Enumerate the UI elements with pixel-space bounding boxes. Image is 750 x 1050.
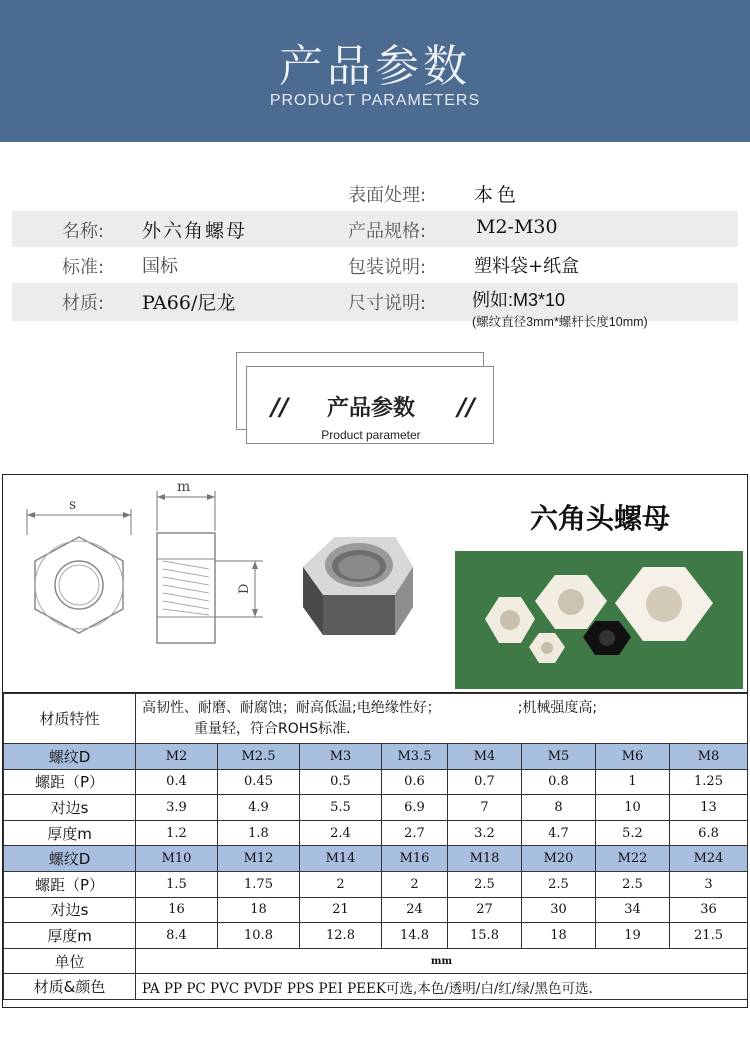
- thick-label: 厚度m: [4, 923, 136, 949]
- thick-cell: 2.7: [382, 820, 448, 846]
- size-note: (螺纹直径3mm*螺杆长度10mm): [472, 315, 648, 329]
- spec-value: M2-M30: [476, 216, 558, 238]
- table-row: [4, 923, 748, 949]
- size-cell: M12: [218, 846, 300, 872]
- hex-side-view: [143, 475, 273, 685]
- standard-value: 国标: [142, 256, 178, 277]
- material-props-cell: [136, 694, 748, 744]
- size-cell: M14: [300, 846, 382, 872]
- pitch-cell: 1.25: [670, 769, 748, 795]
- material-props-row: [4, 694, 748, 744]
- size-cell: M6: [596, 744, 670, 770]
- material-color-label: 材质&颜色: [4, 974, 136, 1000]
- flat-cell: 24: [382, 897, 448, 923]
- thick-cell: 5.2: [596, 820, 670, 846]
- table-row: [4, 871, 748, 897]
- pitch-cell: 0.4: [136, 769, 218, 795]
- size-cell: M5: [522, 744, 596, 770]
- table-row: [4, 744, 748, 770]
- photo-nuts-illustration: [455, 551, 743, 689]
- spec-frame: [2, 474, 748, 1008]
- thick-cell: 6.8: [670, 820, 748, 846]
- thick-cell: 4.7: [522, 820, 596, 846]
- slash-left: //: [271, 393, 289, 421]
- size-cell: M4: [448, 744, 522, 770]
- size-cell: M8: [670, 744, 748, 770]
- label-s: s: [69, 497, 77, 513]
- pitch-cell: 0.6: [382, 769, 448, 795]
- spec-table: [3, 693, 748, 1000]
- thick-cell: 19: [596, 923, 670, 949]
- material-color-value: PA PP PC PVC PVDF PPS PEI PEEK可选,本色/透明/白/红/绿/黑色可选.: [136, 974, 748, 1000]
- flat-cell: 10: [596, 795, 670, 821]
- flat-cell: 5.5: [300, 795, 382, 821]
- section-subtitle: Product parameter: [321, 428, 421, 442]
- pitch-cell: 3: [670, 871, 748, 897]
- surface-value: 本色: [474, 184, 521, 206]
- pitch-cell: 2: [382, 871, 448, 897]
- table-row: [4, 897, 748, 923]
- size-value: 例如:M3*10: [472, 290, 566, 310]
- flat-cell: 7: [448, 795, 522, 821]
- thick-cell: 8.4: [136, 923, 218, 949]
- thick-cell: 1.2: [136, 820, 218, 846]
- size-cell: M22: [596, 846, 670, 872]
- thick-label: 厚度m: [4, 820, 136, 846]
- product-photo: [455, 551, 743, 689]
- pitch-cell: 2.5: [522, 871, 596, 897]
- pitch-cell: 2.5: [596, 871, 670, 897]
- table-row: [4, 795, 748, 821]
- pitch-cell: 2.5: [448, 871, 522, 897]
- material-color-row: [4, 974, 748, 1000]
- material-props-label: 材质特性: [4, 694, 136, 744]
- size-label: 尺寸说明:: [348, 293, 427, 314]
- standard-label: 标准:: [62, 257, 105, 278]
- thick-cell: 12.8: [300, 923, 382, 949]
- header-banner: [0, 0, 750, 142]
- section-title: 产品参数: [326, 396, 415, 421]
- spec-label: 产品规格:: [348, 221, 427, 242]
- table-row: [4, 820, 748, 846]
- flat-cell: 36: [670, 897, 748, 923]
- unit-value: mm: [136, 948, 748, 974]
- page-subtitle: PRODUCT PARAMETERS: [269, 92, 481, 109]
- flat-cell: 13: [670, 795, 748, 821]
- flat-cell: 27: [448, 897, 522, 923]
- pitch-cell: 1.5: [136, 871, 218, 897]
- pitch-cell: 2: [300, 871, 382, 897]
- info-row-surface: [12, 175, 738, 211]
- name-label: 名称:: [62, 221, 105, 242]
- material-props-line2: 重量轻，符合ROHS标准.: [194, 720, 351, 737]
- page-title: 产品参数: [279, 41, 471, 92]
- pitch-cell: 0.8: [522, 769, 596, 795]
- flat-cell: 8: [522, 795, 596, 821]
- size-cell: M24: [670, 846, 748, 872]
- flat-label: 对边s: [4, 897, 136, 923]
- table-row: [4, 769, 748, 795]
- size-cell: M3.5: [382, 744, 448, 770]
- size-cell: M18: [448, 846, 522, 872]
- surface-label: 表面处理:: [348, 185, 427, 206]
- slash-right: //: [457, 393, 475, 421]
- thick-cell: 15.8: [448, 923, 522, 949]
- table-row: [4, 846, 748, 872]
- label-d: D: [237, 583, 252, 594]
- unit-row: [4, 948, 748, 974]
- thick-cell: 21.5: [670, 923, 748, 949]
- material-props-line1: 高韧性、耐磨、耐腐蚀；耐高低温;电绝缘性好； ;机械强度高;: [142, 699, 598, 716]
- flat-cell: 3.9: [136, 795, 218, 821]
- size-cell: M20: [522, 846, 596, 872]
- flat-cell: 30: [522, 897, 596, 923]
- info-row-name: [12, 211, 738, 247]
- pitch-label: 螺距（P）: [4, 871, 136, 897]
- hex-nut-3d: [283, 475, 433, 685]
- unit-label: 单位: [4, 948, 136, 974]
- flat-cell: 34: [596, 897, 670, 923]
- size-cell: M16: [382, 846, 448, 872]
- thick-cell: 18: [522, 923, 596, 949]
- diagram-area: [3, 475, 747, 693]
- flat-cell: 18: [218, 897, 300, 923]
- size-cell: M10: [136, 846, 218, 872]
- size-cell: M2.5: [218, 744, 300, 770]
- flat-cell: 21: [300, 897, 382, 923]
- thick-cell: 14.8: [382, 923, 448, 949]
- flat-cell: 4.9: [218, 795, 300, 821]
- pitch-cell: 0.45: [218, 769, 300, 795]
- hex-front-view: [13, 475, 143, 685]
- thick-cell: 3.2: [448, 820, 522, 846]
- pitch-cell: 1: [596, 769, 670, 795]
- thread-label: 螺纹D: [4, 846, 136, 872]
- pitch-cell: 0.5: [300, 769, 382, 795]
- package-value: 塑料袋+纸盒: [474, 256, 580, 277]
- section-box-front: [246, 366, 494, 444]
- pitch-cell: 0.7: [448, 769, 522, 795]
- package-label: 包装说明:: [348, 257, 427, 278]
- photo-title: 六角头螺母: [529, 502, 670, 535]
- size-cell: M2: [136, 744, 218, 770]
- flat-cell: 16: [136, 897, 218, 923]
- material-label: 材质:: [62, 293, 105, 314]
- pitch-cell: 1.75: [218, 871, 300, 897]
- name-value: 外六角螺母: [142, 220, 248, 242]
- section-title-box: [236, 352, 498, 444]
- thread-label: 螺纹D: [4, 744, 136, 770]
- thick-cell: 10.8: [218, 923, 300, 949]
- flat-label: 对边s: [4, 795, 136, 821]
- flat-cell: 6.9: [382, 795, 448, 821]
- size-cell: M3: [300, 744, 382, 770]
- info-row-standard: [12, 247, 738, 283]
- pitch-label: 螺距（P）: [4, 769, 136, 795]
- thick-cell: 1.8: [218, 820, 300, 846]
- material-value: PA66/尼龙: [142, 292, 236, 314]
- thick-cell: 2.4: [300, 820, 382, 846]
- label-m: m: [177, 479, 191, 495]
